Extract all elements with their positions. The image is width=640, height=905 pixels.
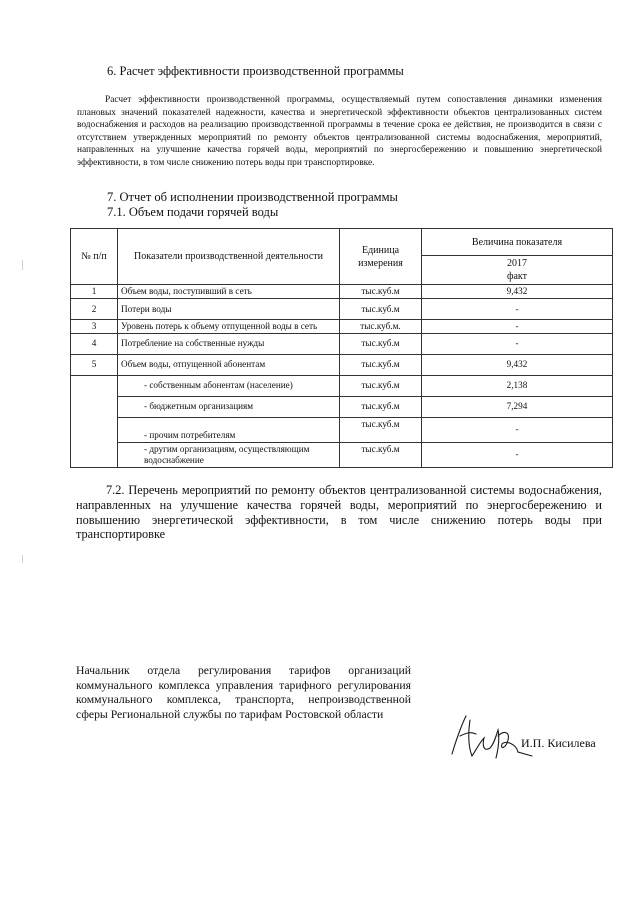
row-name: Объем воды, поступивший в сеть [118,285,340,299]
scan-mark [22,555,23,563]
subrow-unit: тыс.куб.м [340,375,422,396]
section-7-heading: 7. Отчет об исполнении производственной программы [107,190,398,204]
signatory-position: Начальник отдела регулирования тарифов организаций коммунального комплекса управления тарифного регулирования коммунального комплекса, транспорта, непроизводственной сферы Региональной службы по тарифам Ростовской области [76,664,411,721]
header-indicator: Показатели производственной деятельности [118,229,340,285]
table-row [71,285,613,299]
row-value: - [422,333,613,354]
water-supply-table [70,228,613,468]
subrow-unit: тыс.куб.м [340,396,422,417]
subrow-value: - [422,417,613,442]
table-row [71,299,613,320]
section-6-paragraph: Расчет эффективности производственной программы, осуществляемый путем сопоставления динамики изменения плановых значений показателей надежности, качества и энергетической эффективности объектов централизованных систем водоснабжения и расходов на реализацию производственной программы в течение срока ее действия, не производится в связи с отсутствием утвержденных мероприятий по ремонту объектов централизованной системы водоснабжения, мероприятий, направленных на улучшение качества горячей воды, мероприятий по энергосбережению и повышению энергетической эффективности, в том числе снижению потерь воды при транспортировке. [77,95,602,168]
section-7-1-heading: 7.1. Объем подачи горячей воды [107,205,279,219]
subrow-unit: тыс.куб.м [340,417,422,442]
table-subrow [71,417,613,442]
header-year: 2017 [507,258,527,269]
row-name: Потребление на собственные нужды [118,333,340,354]
header-num: № п/п [71,229,118,285]
subrow-value: 2,138 [422,375,613,396]
scan-mark [22,260,23,270]
section-7-2-paragraph: 7.2. Перечень мероприятий по ремонту объектов централизованной системы водоснабжения, направленных на улучшение качества горячей воды, мероприятий по энергосбережению и повышению энергетической эффективности, в том числе снижению потерь воды при транспортировке [76,483,602,542]
table-subrow [71,396,613,417]
row-name: Потери воды [118,299,340,320]
row-unit: тыс.куб.м [340,299,422,320]
subrow-name: - бюджетным организациям [118,396,340,417]
subrow-name: - прочим потребителям [118,417,340,442]
subrow-name: - собственным абонентам (население) [118,375,340,396]
table-subrow [71,442,613,467]
row-num: 5 [71,354,118,375]
subrow-name: - другим организациям, осуществляющим водоснабжение [118,442,340,467]
table-row [71,320,613,334]
row-num: 1 [71,285,118,299]
subrow-unit: тыс.куб.м [340,442,422,467]
row-unit: тыс.куб.м [340,285,422,299]
subrow-value: 7,294 [422,396,613,417]
signatory-name: И.П. Кисилева [521,736,596,750]
table-row [71,333,613,354]
row-num: 3 [71,320,118,334]
section-6-heading: 6. Расчет эффективности производственной программы [107,64,404,78]
row-value: 9,432 [422,285,613,299]
subrows-num-cell [71,375,118,467]
header-value: Величина показателя [422,229,613,256]
row-num: 2 [71,299,118,320]
row-name: Объем воды, отпущенной абонентам [118,354,340,375]
row-unit: тыс.куб.м [340,354,422,375]
header-year-cell [422,256,613,285]
row-value: 9,432 [422,354,613,375]
table-row [71,354,613,375]
row-value: - [422,299,613,320]
row-unit: тыс.куб.м. [340,320,422,334]
header-fact: факт [506,271,527,282]
row-value: - [422,320,613,334]
table-subrow [71,375,613,396]
row-unit: тыс.куб.м [340,333,422,354]
header-unit: Единица измерения [340,229,422,285]
subrow-value: - [422,442,613,467]
row-num: 4 [71,333,118,354]
row-name: Уровень потерь к объему отпущенной воды в сеть [118,320,340,334]
